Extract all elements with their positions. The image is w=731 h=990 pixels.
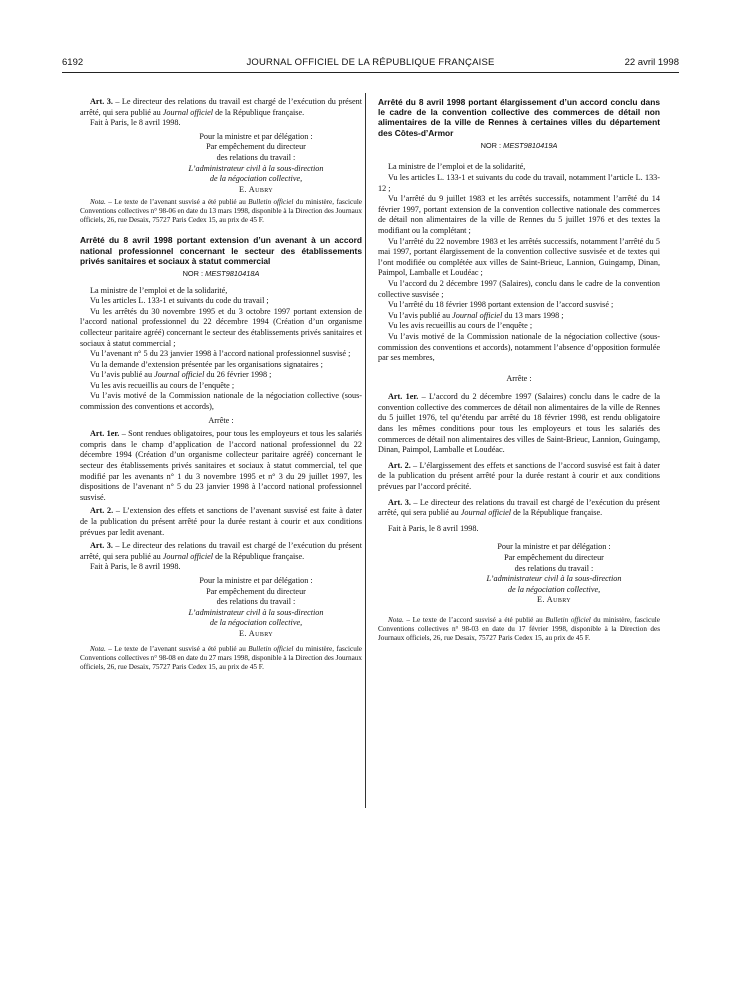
visa-line: Vu l’avis motivé de la Commission nationale de la négociation collective (sous-commission des conventions et accords), notamment l’absence d’opposition formulée par ses membres, [378, 331, 660, 363]
article-1: Art. 1er. – L’accord du 2 décembre 1997 (Salaires) conclu dans le cadre de la convention collective des commerces de détail non alimentaires de la ville de Rennes du 5 juillet 1976, tel qu’étendu par arrêté du 18 février 1998, est rendu obligatoire dans les mêmes conditions pour tous les employeurs et tous les salariés des commerces de détail non alimentaires des villes de Saint-Brieuc, Lannion, Guingamp, Dinan, Paimpol, Lamballe et Loudéac. [378, 392, 660, 455]
prev-sig-4: L’administrateur civil à la sous-direction [188, 163, 324, 173]
visa-line: Vu l’avis motivé de la Commission nationale de la négociation collective (sous-commission des conventions et accords), [80, 391, 362, 412]
signature-5: de la négociation collective, [507, 584, 601, 594]
prev-sig-3: des relations du travail : [216, 152, 296, 162]
prev-sig-5: de la négociation collective, [209, 174, 303, 184]
left-column [80, 97, 362, 672]
nor-reference: NOR : MEST9810418A [182, 268, 260, 278]
visa-line: La ministre de l’emploi et de la solidarité, [388, 162, 526, 172]
prev-sig-1: Pour la ministre et par délégation : [199, 131, 313, 141]
visa-line: Vu les avis recueillis au cours de l’enquête ; [388, 321, 533, 331]
page-number: 6192 [62, 57, 84, 68]
signature-5: de la négociation collective, [209, 618, 303, 628]
signature-1: Pour la ministre et par délégation : [199, 575, 313, 585]
issue-date: 22 avril 1998 [624, 57, 679, 68]
visa-line: Vu la demande d’extension présentée par les organisations signataires ; [90, 359, 323, 369]
signature-2: Par empêchement du directeur [206, 586, 306, 596]
visa-line: Vu les articles L. 133-1 et suivants du code du travail ; [90, 296, 269, 306]
nor-reference: NOR : MEST9810419A [480, 140, 558, 150]
signature-4: L’administrateur civil à la sous-direction [486, 574, 622, 584]
right-column [378, 97, 660, 643]
visa-line: Vu l’arrêté du 18 février 1998 portant extension de l’accord susvisé ; [388, 300, 614, 310]
signature-2: Par empêchement du directeur [504, 553, 604, 562]
article-3: Art. 3. – Le directeur des relations du travail est chargé de l’exécution du présent arrêté, qui sera publié au Journal officiel de la République française. [80, 541, 362, 561]
prev-sig-2: Par empêchement du directeur [206, 142, 306, 152]
visa-line: Vu l’avenant n° 5 du 23 janvier 1998 à l’accord national professionnel susvisé ; [90, 349, 351, 359]
signature-name: E. Aubry [238, 628, 274, 638]
decree-title: Arrêté du 8 avril 1998 portant extension d’un avenant à un accord national professionnel concernant le secteur des établissements privés sanitaires et sociaux à statut commercial [80, 235, 362, 266]
column-divider [365, 93, 366, 808]
article-2: Art. 2. – L’élargissement des effets et sanctions de l’accord susvisé est fait à dater de la publication du présent arrêté pour la durée restant à courir et aux conditions prévues par l’accord précité. [378, 460, 661, 492]
visa-line: Vu l’accord du 2 décembre 1997 (Salaires), conclu dans le cadre de la convention collective susvisée ; [378, 278, 660, 299]
signature-4: L’administrateur civil à la sous-direction [188, 607, 324, 617]
visa-line: Vu l’avis publié au Journal officiel du 13 mars 1998 ; [388, 310, 564, 320]
fait-line: Fait à Paris, le 8 avril 1998. [388, 523, 479, 533]
nota: Nota. – Le texte de l’avenant susvisé a été publié au Bulletin officiel du ministère, fascicule Conventions collectives n° 98-08 en date du 27 mars 1998, disponible à la Direction des Journaux officiels, 26, rue Desaix, 75727 Paris Cedex 15, au prix de 45 F. [80, 644, 363, 671]
article-3: Art. 3. – Le directeur des relations du travail est chargé de l’exécution du présent arrêté, qui sera publié au Journal officiel de la République française. [378, 497, 660, 518]
page-header [62, 57, 679, 73]
prev-art3: Art. 3. – Le directeur des relations du travail est chargé de l’exécution du présent arrêté, qui sera publié au Journal officiel de la République française. [80, 97, 362, 117]
visa-line: Vu l’avis publié au Journal officiel du 26 février 1998 ; [90, 370, 272, 380]
decree-title: Arrêté du 8 avril 1998 portant élargissement d’un accord conclu dans le cadre de la convention collective des commerces de détail non alimentaires de la ville de Rennes à certaines villes du département des Côtes-d’Armor [378, 97, 660, 138]
prev-fait: Fait à Paris, le 8 avril 1998. [90, 118, 181, 128]
fait-line: Fait à Paris, le 8 avril 1998. [90, 562, 181, 572]
article-1: Art. 1er. – Sont rendues obligatoires, pour tous les employeurs et tous les salariés compris dans le champ d’application de l’accord national professionnel du 22 décembre 1994 (Création d’un organisme collecteur paritaire agréé) concernant le secteur des établissements privés sanitaires et sociaux à statut commercial, tel que modifié par les avenants n° 1 du 3 novembre 1995 et n° 3 du 29 juillet 1997, les dispositions de l’avenant n° 5 du 23 janvier 1998 à l’accord national professionnel susvisé. [80, 429, 362, 502]
header-rule [62, 72, 679, 73]
visa-line: Vu les avis recueillis au cours de l’enquête ; [90, 380, 235, 390]
prev-sig-6: E. Aubry [238, 184, 274, 194]
visa-line: Vu les arrêtés du 30 novembre 1995 et du 3 octobre 1997 portant extension de l’accord national professionnel du 22 décembre 1994 (Création d’un organisme collecteur paritaire agréé) concernant le secteur des établissements privés sanitaires et sociaux à statut commercial ; [80, 306, 362, 348]
signature-3: des relations du travail : [216, 597, 296, 607]
visa-line: Vu l’arrêté du 9 juillet 1983 et les arrêtés successifs, notamment l’arrêté du 14 février 1997, portant extension de la convention collective nationale des commerces de détail non alimentaires de la ville de Rennes du 5 juillet 1976 et des textes la modifiant ou la complétant ; [378, 194, 660, 235]
article-2: Art. 2. – L’extension des effets et sanctions de l’avenant susvisé est faite à dater de la publication du présent arrêté pour la durée restant à courir et aux conditions prévues par ledit avenant. [80, 506, 362, 537]
prev-nota: Nota. – Le texte de l’avenant susvisé a été publié au Bulletin officiel du ministère, fascicule Conventions collectives n° 98-06 en date du 13 mars 1998, disponible à la Direction des Journaux officiels, 26, rue Desaix, 75727 Paris Cedex 15, au prix de 45 F. [80, 198, 363, 225]
visa-line: La ministre de l’emploi et de la solidarité, [90, 285, 228, 295]
signature-3: des relations du travail : [514, 563, 594, 573]
visa-line: Vu les articles L. 133-1 et suivants du code du travail, notamment l’article L. 133-12 ; [378, 173, 660, 193]
journal-title: JOURNAL OFFICIEL DE LA RÉPUBLIQUE FRANÇAISE [246, 57, 495, 68]
arrete-heading: Arrête : [208, 415, 234, 425]
signature-1: Pour la ministre et par délégation : [497, 542, 611, 552]
visa-line: Vu l’arrêté du 22 novembre 1983 et les arrêtés successifs, notamment l’arrêté du 5 mai 1997, portant élargissement de la convention collective susvisée et de textes qui l’ont modifiée ou complétée aux villes de Saint-Brieuc, Lannion, Guingamp, Dinan, Paimpol, Lamballe et Loudéac ; [378, 236, 660, 278]
arrete-heading: Arrête : [506, 373, 532, 383]
signature-name: E. Aubry [536, 595, 572, 605]
nota: Nota. – Le texte de l’accord susvisé a été publié au Bulletin officiel du ministère, fascicule Conventions collectives n° 98-03 en date du 17 février 1998, disponible à la Direction des Journaux officiels, 26, rue Desaix, 75727 Paris Cedex 15, au prix de 45 F. [378, 615, 660, 642]
